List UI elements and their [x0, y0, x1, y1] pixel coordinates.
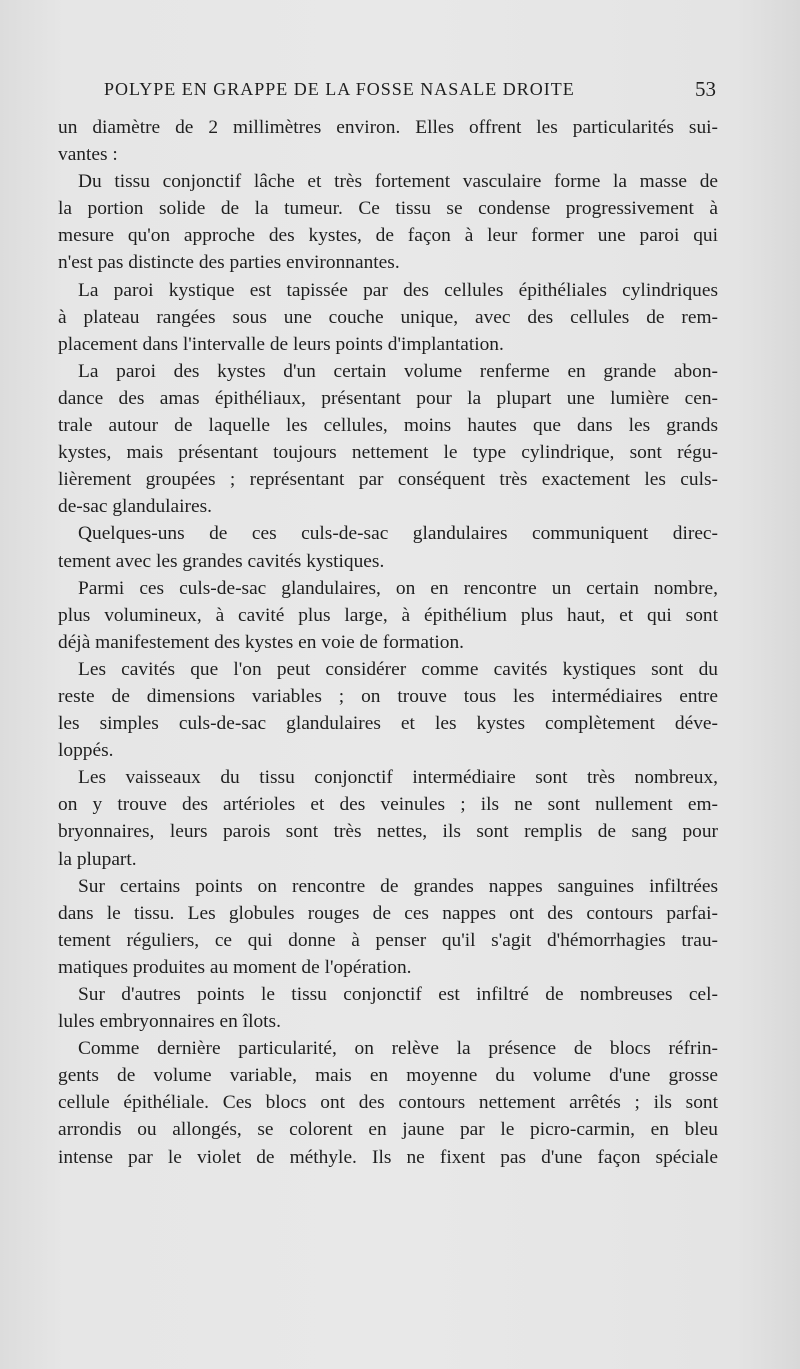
text-line: trale autour de laquelle les cellules, moins hautes que dans les grands: [58, 415, 718, 437]
running-head: [104, 76, 716, 102]
text-line: gents de volume variable, mais en moyenne du volume d'une grosse: [58, 1065, 718, 1087]
text-line: reste de dimensions variables ; on trouve tous les intermédiaires entre: [58, 685, 718, 707]
text-line: Sur certains points on rencontre de grandes nappes sanguines infiltrées: [78, 875, 718, 897]
text-line: kystes, mais présentant toujours nettement le type cylindrique, sont régu-: [58, 442, 718, 464]
text-line: arrondis ou allongés, se colorent en jaune par le picro-carmin, en bleu: [58, 1119, 718, 1141]
text-line: bryonnaires, leurs parois sont très nettes, ils sont remplis de sang pour: [58, 821, 718, 843]
text-line: vantes :: [58, 144, 118, 166]
text-line: mesure qu'on approche des kystes, de façon à leur former une paroi qui: [58, 225, 718, 247]
text-line: Parmi ces culs-de-sac glandulaires, on en rencontre un certain nombre,: [78, 577, 718, 599]
text-line: déjà manifestement des kystes en voie de formation.: [58, 631, 465, 653]
text-line: Sur d'autres points le tissu conjonctif est infiltré de nombreuses cel-: [78, 984, 718, 1005]
text-line: plus volumineux, à cavité plus large, à épithélium plus haut, et qui sont: [58, 604, 718, 626]
text-line: n'est pas distincte des parties environnantes.: [58, 252, 400, 274]
text-line: dans le tissu. Les globules rouges de ces nappes ont des contours parfai-: [58, 902, 718, 924]
text-line: dance des amas épithéliaux, présentant pour la plupart une lumière cen-: [58, 387, 718, 409]
text-line: matiques produites au moment de l'opération.: [58, 956, 412, 978]
page-number: 53: [695, 77, 716, 101]
body-text: [58, 114, 718, 1171]
text-line: La paroi kystique est tapissée par des cellules épithéliales cylindriques: [78, 279, 718, 301]
text-line: la portion solide de la tumeur. Ce tissu se condense progressivement à: [58, 198, 718, 220]
text-line: La paroi des kystes d'un certain volume renferme en grande abon-: [78, 360, 718, 382]
text-line: intense par le violet de méthyle. Ils ne fixent pas d'une façon spéciale: [58, 1146, 718, 1168]
text-line: tement avec les grandes cavités kystiques.: [58, 550, 385, 572]
text-line: les simples culs-de-sac glandulaires et les kystes complètement déve-: [58, 713, 718, 735]
running-title: POLYPE EN GRAPPE DE LA FOSSE NASALE DROITE: [104, 79, 575, 99]
text-line: Quelques-uns de ces culs-de-sac glandulaires communiquent direc-: [78, 523, 718, 545]
text-line: lièrement groupées ; représentant par conséquent très exactement les culs-: [58, 469, 718, 491]
text-line: la plupart.: [58, 848, 137, 870]
text-line: tement réguliers, ce qui donne à penser qu'il s'agit d'hémorrhagies trau-: [58, 929, 718, 951]
text-line: Du tissu conjonctif lâche et très fortement vasculaire forme la masse de: [78, 171, 718, 193]
text-line: Les vaisseaux du tissu conjonctif intermédiaire sont très nombreux,: [78, 767, 718, 789]
text-line: lules embryonnaires en îlots.: [58, 1011, 281, 1033]
text-line: on y trouve des artérioles et des veinules ; ils ne sont nullement em-: [58, 794, 718, 816]
text-line: un diamètre de 2 millimètres environ. Elles offrent les particularités sui-: [58, 117, 718, 138]
text-line: de-sac glandulaires.: [58, 496, 212, 518]
text-line: Les cavités que l'on peut considérer comme cavités kystiques sont du: [78, 658, 718, 680]
text-line: Comme dernière particularité, on relève la présence de blocs réfrin-: [78, 1038, 718, 1060]
text-line: placement dans l'intervalle de leurs points d'implantation.: [58, 333, 504, 355]
text-line: cellule épithéliale. Ces blocs ont des contours nettement arrêtés ; ils sont: [58, 1092, 718, 1114]
text-line: à plateau rangées sous une couche unique, avec des cellules de rem-: [58, 306, 718, 328]
text-line: loppés.: [58, 740, 114, 762]
